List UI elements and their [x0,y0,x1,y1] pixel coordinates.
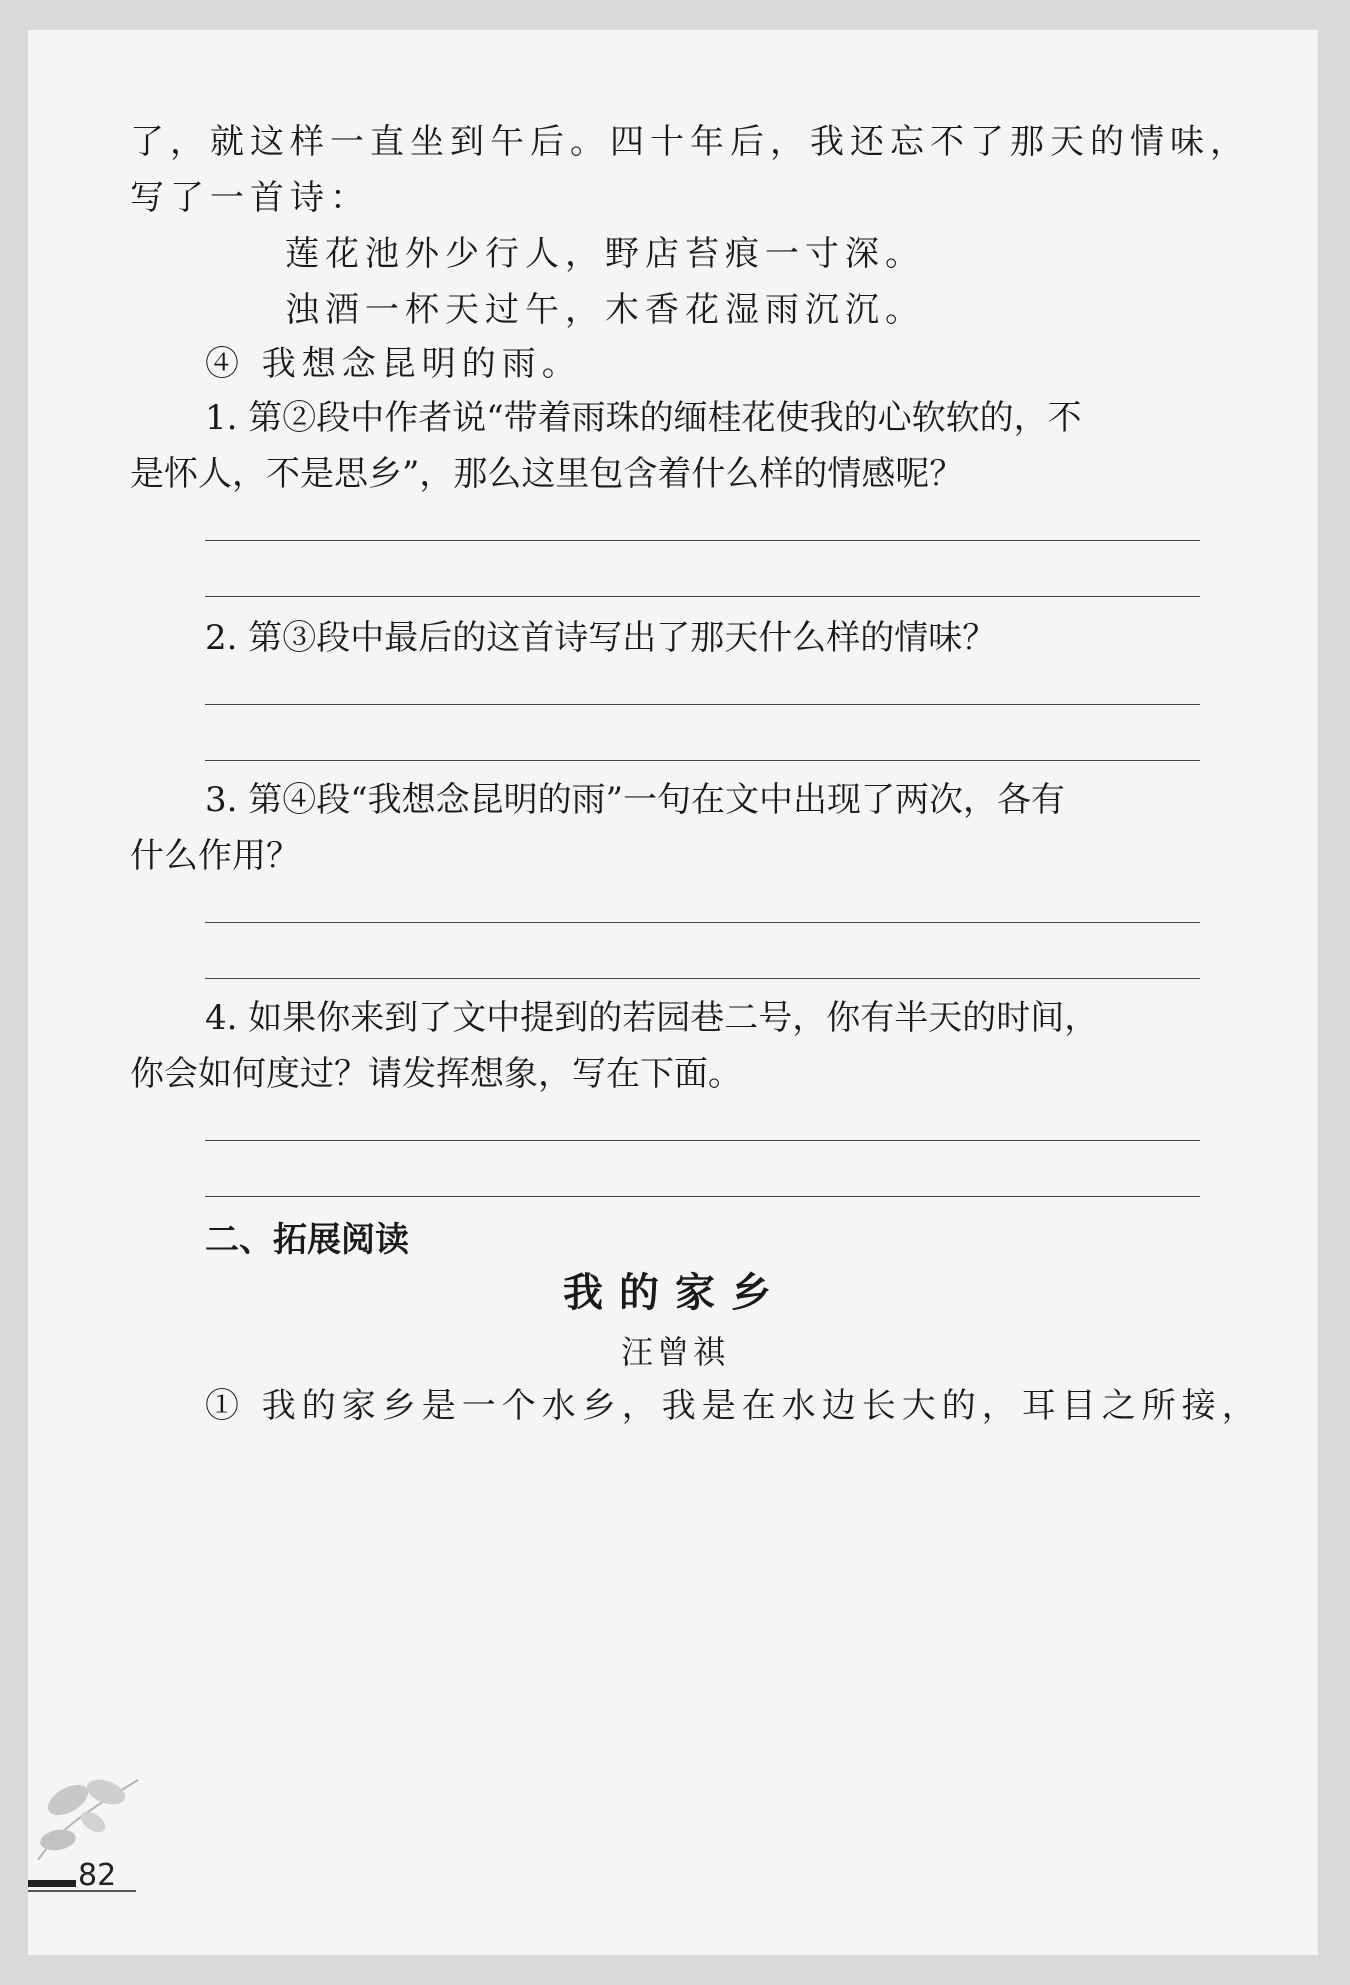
paragraph-4: ④ 我想念昆明的雨。 [205,344,582,384]
article-title: 我的家乡 [563,1270,787,1316]
text-line-continuation-2: 写了一首诗： [130,178,370,218]
article-author: 汪曾祺 [620,1333,729,1371]
article-paragraph-1: ① 我的家乡是一个水乡，我是在水边长大的，耳目之所接， [205,1386,1262,1426]
question-3-line-2: 什么作用？ [130,836,300,876]
question-3-line-1: 3. 第④段“我想念昆明的雨”一句在文中出现了两次，各有 [205,780,1066,820]
leaves-icon [28,1760,158,1874]
answer-blank-4b[interactable] [205,1196,1200,1197]
answer-blank-2b[interactable] [205,760,1200,761]
answer-blank-2a[interactable] [205,704,1200,705]
poem-line-2: 浊酒一杯天过午，木香花湿雨沉沉。 [285,290,925,330]
poem-line-1: 莲花池外少行人，野店苔痕一寸深。 [285,234,925,274]
question-1-line-1: 1. 第②段中作者说“带着雨珠的缅桂花使我的心软软的，不 [205,398,1082,438]
page-number-bar [28,1880,76,1887]
question-4-line-1: 4. 如果你来到了文中提到的若园巷二号，你有半天的时间， [205,998,1099,1038]
question-2-line-1: 2. 第③段中最后的这首诗写出了那天什么样的情味？ [205,618,997,658]
answer-blank-3a[interactable] [205,922,1200,923]
answer-blank-4a[interactable] [205,1140,1200,1141]
question-4-line-2: 你会如何度过？请发挥想象，写在下面。 [130,1054,742,1094]
text-line-continuation-1: 了，就这样一直坐到午后。四十年后，我还忘不了那天的情味， [130,122,1250,162]
page-number: 82 [78,1858,117,1893]
answer-blank-1a[interactable] [205,540,1200,541]
answer-blank-3b[interactable] [205,978,1200,979]
answer-blank-1b[interactable] [205,596,1200,597]
section-heading: 二、拓展阅读 [205,1220,409,1260]
question-1-line-2: 是怀人，不是思乡”，那么这里包含着什么样的情感呢？ [130,454,964,494]
